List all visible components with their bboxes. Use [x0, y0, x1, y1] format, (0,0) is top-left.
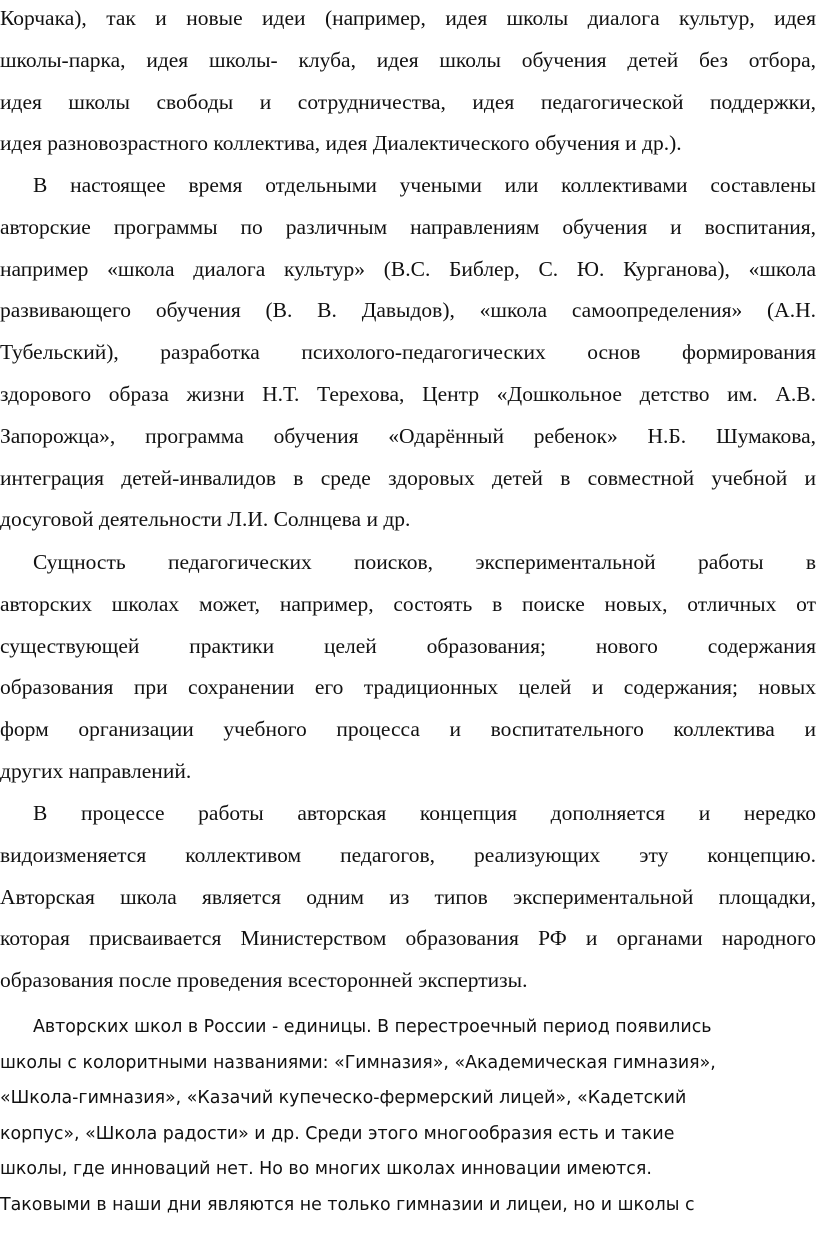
text-line: Запорожца», программа обучения «Одарённый ребенок» Н.Б. Шумакова, — [0, 423, 816, 448]
text-line: Таковыми в наши дни являются не только гимназии и лицеи, но и школы с — [0, 1194, 695, 1215]
text-line: В процессе работы авторская концепция дополняется и нередко — [33, 801, 816, 825]
text-line: школы-парка, идея школы- клуба, идея школы обучения детей без отбора, — [0, 47, 816, 72]
text-line: развивающего обучения (В. В. Давыдов), «школа самоопределения» (А.Н. — [0, 298, 816, 323]
text-line: которая присваивается Министерством образования РФ и органами народного — [0, 926, 816, 951]
text-line: здорового образа жизни Н.Т. Терехова, Центр «Дошкольное детство им. А.В. — [0, 381, 816, 406]
paragraph-5 — [0, 1010, 816, 1223]
text-line: Авторских школ в России - единицы. В перестроечный период появились — [33, 1017, 712, 1037]
text-line: школы, где инноваций нет. Но во многих школах инновации имеются. — [0, 1159, 652, 1179]
text-line: В настоящее время отдельными учеными или коллективами составлены — [33, 173, 816, 197]
text-line: авторских школах может, например, состоять в поиске новых, отличных от — [0, 591, 816, 616]
text-line: авторские программы по различным направлениям обучения и воспитания, — [0, 214, 816, 239]
text-line: например «школа диалога культур» (В.С. Библер, С. Ю. Курганова), «школа — [0, 256, 816, 281]
paragraph-3 — [0, 542, 816, 793]
text-line: Корчака), так и новые идеи (например, идея школы диалога культур, идея — [0, 6, 816, 30]
text-line: идея разновозрастного коллектива, идея Диалектического обучения и др.). — [0, 131, 682, 156]
text-line: досуговой деятельности Л.И. Солнцева и др. — [0, 507, 411, 532]
text-line: видоизменяется коллективом педагогов, реализующих эту концепцию. — [0, 842, 816, 867]
paragraph-4 — [0, 793, 816, 1002]
text-line: образования после проведения всесторонней экспертизы. — [0, 968, 528, 993]
text-line: образования при сохранении его традиционных целей и содержания; новых — [0, 675, 816, 700]
text-line: «Школа-гимназия», «Казачий купеческо-фермерский лицей», «Кадетский — [0, 1088, 687, 1108]
text-line: Авторская школа является одним из типов экспериментальной площадки, — [0, 884, 816, 909]
text-line: интеграция детей-инвалидов в среде здоровых детей в совместной учебной и — [0, 465, 816, 490]
text-line: Сущность педагогических поисков, экспериментальной работы в — [33, 550, 816, 574]
text-line: других направлений. — [0, 758, 192, 783]
text-line: школы с колоритными названиями: «Гимназия», «Академическая гимназия», — [0, 1052, 716, 1073]
text-line: идея школы свободы и сотрудничества, идея педагогической поддержки, — [0, 89, 816, 114]
text-line: существующей практики целей образования; нового содержания — [0, 633, 816, 658]
text-line: Тубельский), разработка психолого-педагогических основ формирования — [0, 340, 816, 365]
paragraph-1 — [0, 0, 816, 165]
text-line: форм организации учебного процесса и воспитательного коллектива и — [0, 717, 816, 742]
paragraph-2 — [0, 165, 816, 541]
text-line: корпус», «Школа радости» и др. Среди этого многообразия есть и такие — [0, 1123, 675, 1144]
